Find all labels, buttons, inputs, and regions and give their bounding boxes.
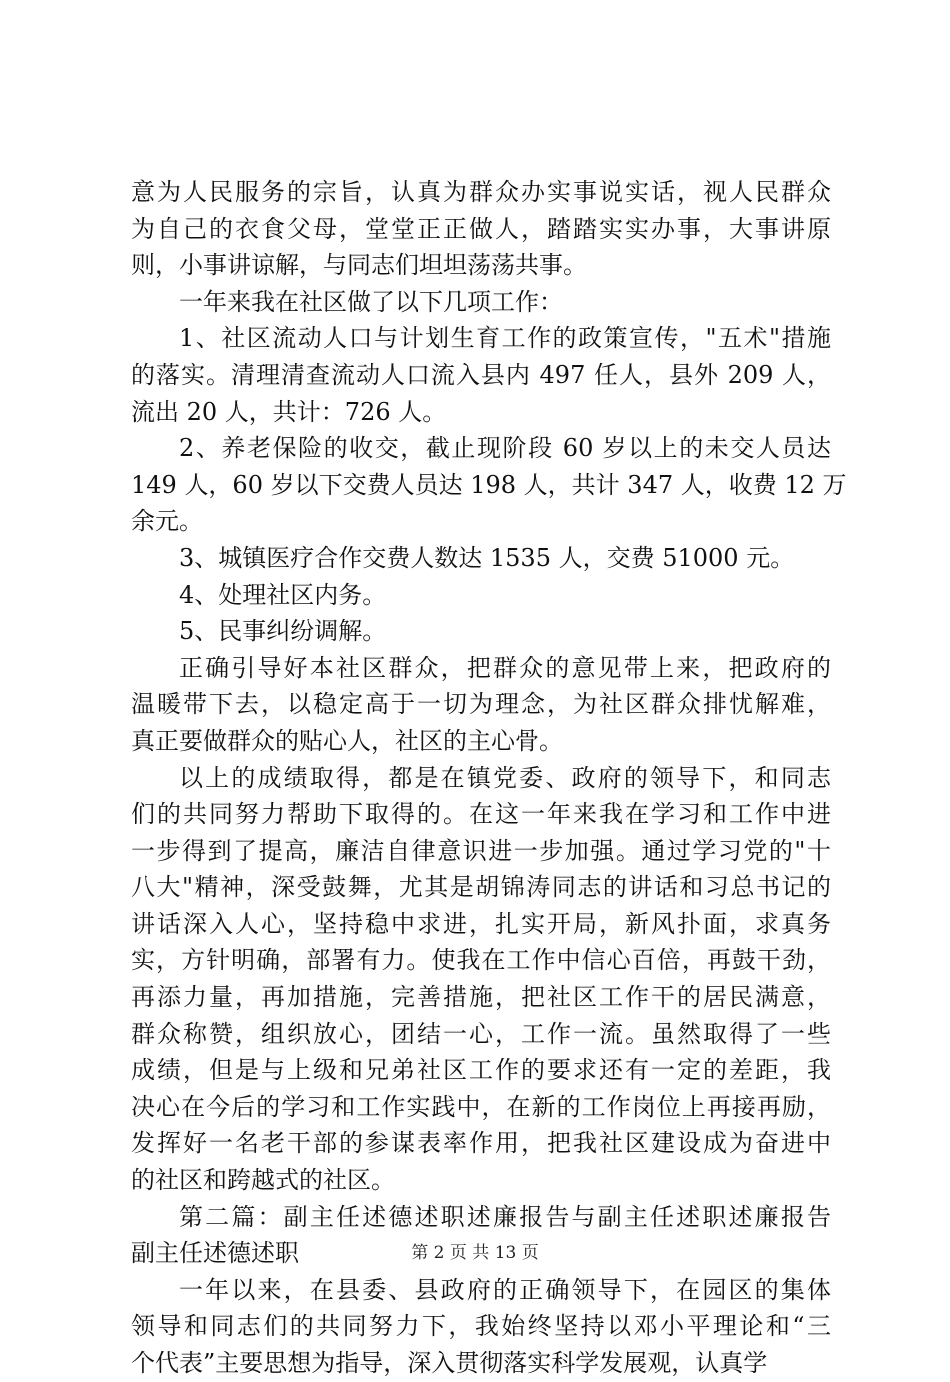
text-line: 以上的成绩取得，都是在镇党委、政府的领导下，和同志 [179, 763, 831, 792]
text-line: 4、处理社区内务。 [179, 580, 387, 609]
paragraph [131, 760, 831, 1199]
paragraph [131, 174, 831, 284]
document-body [131, 174, 847, 1382]
text-line: 真正要做群众的贴心人，社区的主心骨。 [131, 726, 563, 755]
text-line: 一年来我在社区做了以下几项工作： [179, 287, 563, 316]
paragraph [131, 1272, 831, 1382]
text-line: 正确引导好本社区群众，把群众的意见带上来，把政府的 [179, 653, 831, 682]
text-line: 1、社区流动人口与计划生育工作的政策宣传，"五术"措施 [179, 324, 831, 353]
text-line: 意为人民服务的宗旨，认真为群众办实事说实话，视人民群众 [131, 178, 831, 206]
text-line: 149 人，60 岁以下交费人员达 198 人，共计 347 人，收费 12 万 [131, 470, 847, 499]
text-line: 发挥好一名老干部的参谋表率作用，把我社区建设成为奋进中 [131, 1129, 831, 1158]
text-line: 个代表”主要思想为指导，深入贯彻落实科学发展观，认真学 [131, 1349, 768, 1377]
paragraph [131, 650, 831, 760]
text-line: 讲话深入人心，坚持稳中求进，扎实开局，新风扑面，求真务 [131, 909, 831, 938]
text-line: 温暖带下去，以稳定高于一切为理念，为社区群众排忧解难， [131, 690, 831, 719]
text-line: 们的共同努力帮助下取得的。在这一年来我在学习和工作中进 [131, 800, 831, 829]
text-line: 的落实。清理清查流动人口流入县内 497 任人，县外 209 人， [131, 360, 831, 389]
text-line: 3、城镇医疗合作交费人数达 1535 人，交费 51000 元。 [179, 543, 795, 572]
text-line: 余元。 [131, 507, 203, 536]
text-line: 领导和同志们的共同努力下，我始终坚持以邓小平理论和“三 [131, 1312, 831, 1341]
text-line: 副主任述德述职 [131, 1239, 299, 1268]
text-line: 第二篇：副主任述德述职述廉报告与副主任述职述廉报告 [179, 1202, 831, 1231]
paragraph [131, 613, 831, 650]
text-line: 5、民事纠纷调解。 [179, 617, 387, 646]
text-line: 一年以来，在县委、县政府的正确领导下，在园区的集体 [179, 1275, 831, 1304]
paragraph [131, 320, 831, 430]
text-line: 的社区和跨越式的社区。 [131, 1166, 395, 1195]
text-line: 再添力量，再加措施，完善措施，把社区工作干的居民满意， [131, 983, 831, 1012]
text-line: 实，方针明确，部署有力。使我在工作中信心百倍，再鼓干劲， [131, 946, 831, 975]
text-line: 成绩，但是与上级和兄弟社区工作的要求还有一定的差距，我 [131, 1056, 831, 1085]
text-line: 2、养老保险的收交，截止现阶段 60 岁以上的未交人员达 [179, 434, 831, 463]
text-line: 流出 20 人，共计：726 人。 [131, 397, 447, 426]
paragraph [131, 284, 831, 321]
text-line: 为自己的衣食父母，堂堂正正做人，踏踏实实办事，大事讲原 [131, 214, 831, 243]
text-line: 一步得到了提高，廉洁自律意识进一步加强。通过学习党的"十 [131, 836, 831, 865]
paragraph [131, 540, 831, 577]
text-line: 群众称赞，组织放心，团结一心，工作一流。虽然取得了一些 [131, 1019, 831, 1048]
paragraph [131, 577, 831, 614]
text-line: 则，小事讲谅解，与同志们坦坦荡荡共事。 [131, 251, 587, 280]
text-line: 决心在今后的学习和工作实践中，在新的工作岗位上再接再励， [131, 1092, 831, 1121]
page-footer: 第 2 页 共 13 页 [411, 1243, 539, 1263]
text-line: 八大"精神，深受鼓舞，尤其是胡锦涛同志的讲话和习总书记的 [131, 873, 831, 902]
paragraph [131, 430, 847, 540]
